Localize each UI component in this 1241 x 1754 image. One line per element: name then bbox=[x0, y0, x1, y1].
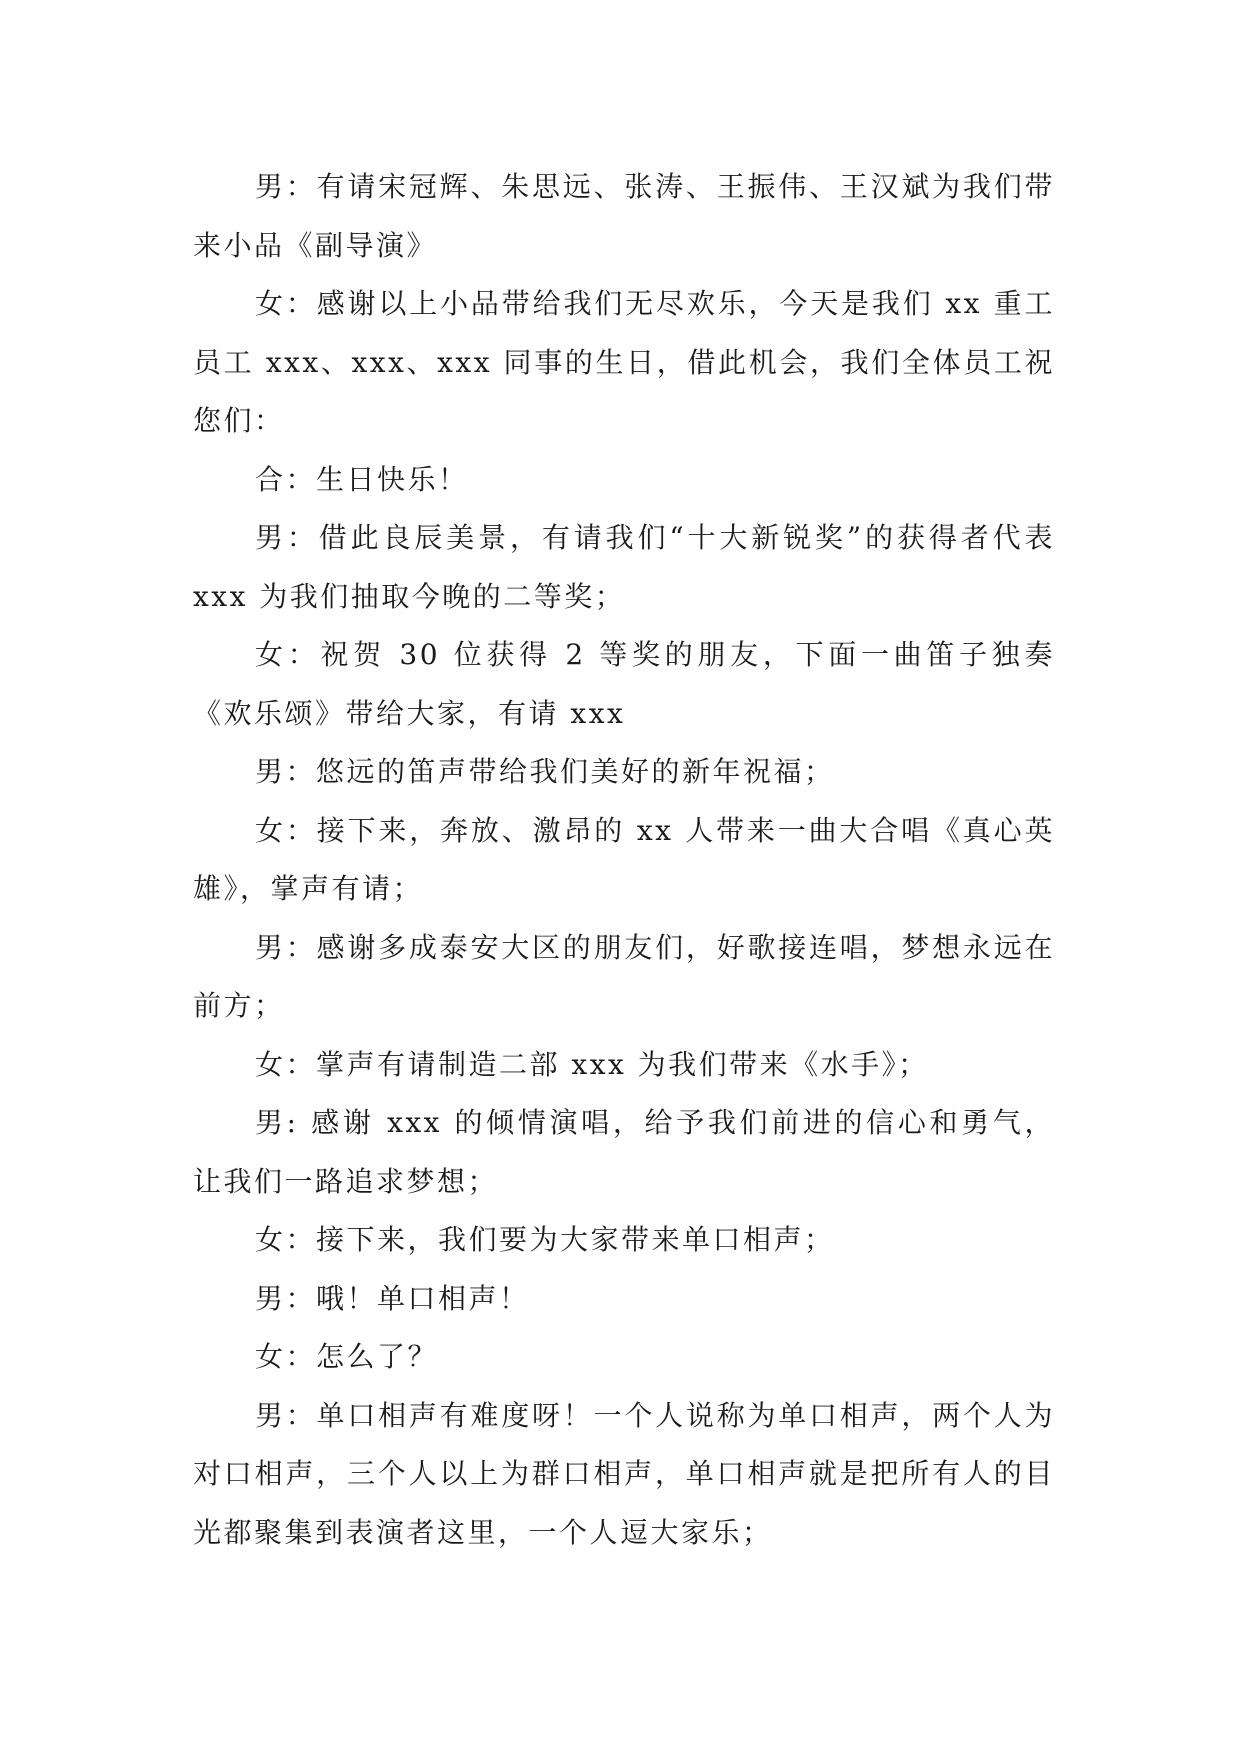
paragraph-11: 女：接下来，我们要为大家带来单口相声； bbox=[255, 1223, 835, 1256]
paragraph-1: 男：有请宋冠辉、朱思远、张涛、王振伟、王汉斌为我们带来小品《副导演》 bbox=[193, 170, 1055, 262]
paragraph-3: 合：生日快乐！ bbox=[255, 462, 469, 496]
paragraph-12: 男：哦！单口相声！ bbox=[255, 1281, 530, 1315]
paragraph-13: 女：怎么了？ bbox=[255, 1340, 439, 1373]
paragraph-6: 男：悠远的笛声带给我们美好的新年祝福； bbox=[255, 755, 835, 788]
document-body bbox=[193, 158, 1055, 1562]
paragraph-8: 男：感谢多成泰安大区的朋友们，好歌接连唱，梦想永远在前方； bbox=[193, 930, 1055, 1022]
paragraph-4: 男：借此良辰美景，有请我们“十大新锐奖”的获得者代表 xxx 为我们抽取今晚的二等奖； bbox=[193, 521, 1055, 613]
paragraph-5: 女：祝贺 30 位获得 2 等奖的朋友，下面一曲笛子独奏《欢乐颂》带给大家，有请 xxx bbox=[193, 638, 1055, 730]
paragraph-14: 男：单口相声有难度呀！一个人说称为单口相声，两个人为对口相声，三个人以上为群口相声，单口相声就是把所有人的目光都聚集到表演者这里，一个人逗大家乐； bbox=[193, 1398, 1055, 1549]
paragraph-2: 女：感谢以上小品带给我们无尽欢乐，今天是我们 xx 重工员工 xxx、xxx、xxx 同事的生日，借此机会，我们全体员工祝您们： bbox=[193, 287, 1055, 437]
paragraph-7: 女：接下来，奔放、激昂的 xx 人带来一曲大合唱《真心英雄》，掌声有请； bbox=[193, 813, 1055, 905]
paragraph-10: 男: 感谢 xxx 的倾情演唱，给予我们前进的信心和勇气，让我们一路追求梦想； bbox=[193, 1106, 1055, 1198]
paragraph-9: 女：掌声有请制造二部 xxx 为我们带来《水手》； bbox=[255, 1047, 929, 1081]
